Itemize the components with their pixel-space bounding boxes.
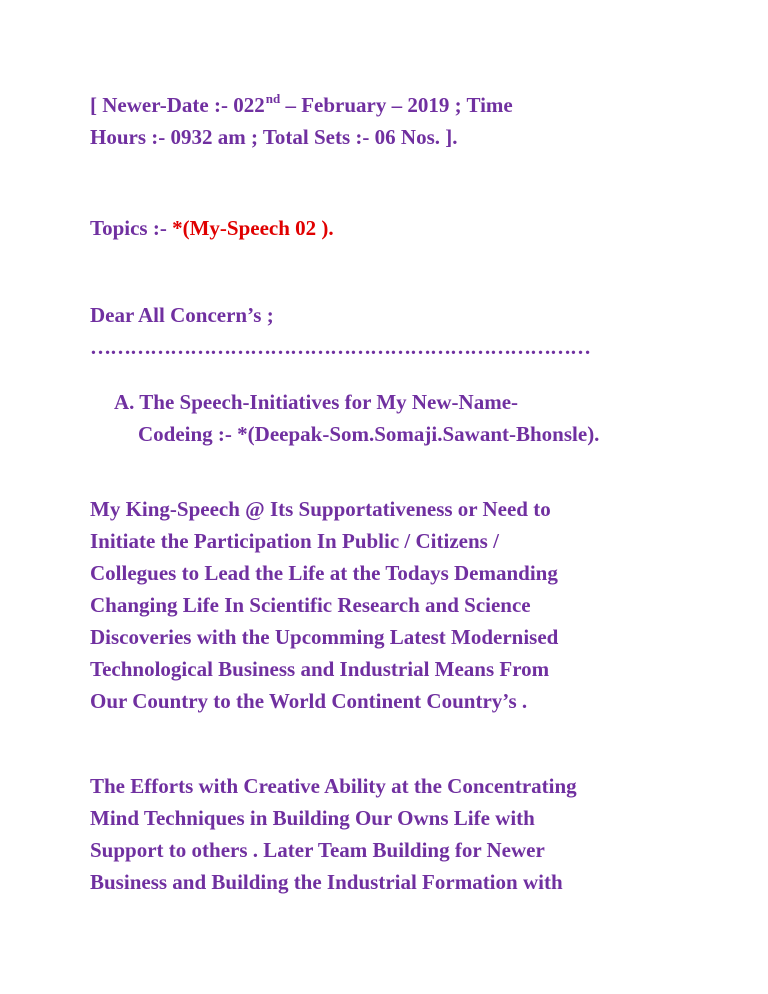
paragraph-line: Changing Life In Scientific Research and Science — [90, 593, 531, 617]
header-date-ordinal: nd — [265, 91, 281, 106]
header-date-suffix: – February – 2019 ; Time — [280, 93, 513, 117]
paragraph-line: Mind Techniques in Building Our Owns Life with — [90, 806, 535, 830]
topics-line — [90, 212, 334, 244]
header-date-prefix: [ Newer-Date :- 022 — [90, 93, 265, 117]
list-item-line-1: The Speech-Initiatives for My New-Name- — [139, 390, 519, 414]
paragraph-line: Business and Building the Industrial Formation with — [90, 870, 563, 894]
paragraph-line: Discoveries with the Upcomming Latest Modernised — [90, 625, 559, 649]
list-item-marker: A. — [114, 390, 135, 414]
list-item-a-continuation: Codeing :- *(Deepak-Som.Somaji.Sawant-Bhonsle). — [138, 422, 600, 446]
topics-label: Topics :- — [90, 216, 173, 240]
paragraph-line: The Efforts with Creative Ability at the Concentrating — [90, 774, 577, 798]
greeting: Dear All Concern’s ; — [90, 303, 274, 327]
list-item-a — [114, 386, 518, 418]
topics-value: *(My-Speech 02 ). — [172, 216, 334, 240]
paragraph-line: Technological Business and Industrial Means From — [90, 657, 550, 681]
paragraph-line: Support to others . Later Team Building for Newer — [90, 838, 545, 862]
header-line-1 — [90, 89, 513, 121]
paragraph-1 — [90, 493, 558, 717]
header-line-2: Hours :- 0932 am ; Total Sets :- 06 Nos. ]. — [90, 125, 458, 149]
paragraph-line: Collegues to Lead the Life at the Todays Demanding — [90, 561, 558, 585]
date-time-header — [90, 89, 513, 153]
paragraph-line: My King-Speech @ Its Supportativeness or Need to — [90, 497, 551, 521]
paragraph-line: Our Country to the World Continent Country’s . — [90, 689, 528, 713]
paragraph-2 — [90, 770, 577, 898]
paragraph-line: Initiate the Participation In Public / Citizens / — [90, 529, 499, 553]
dotted-separator: ………………………………………………………………… — [90, 335, 590, 359]
